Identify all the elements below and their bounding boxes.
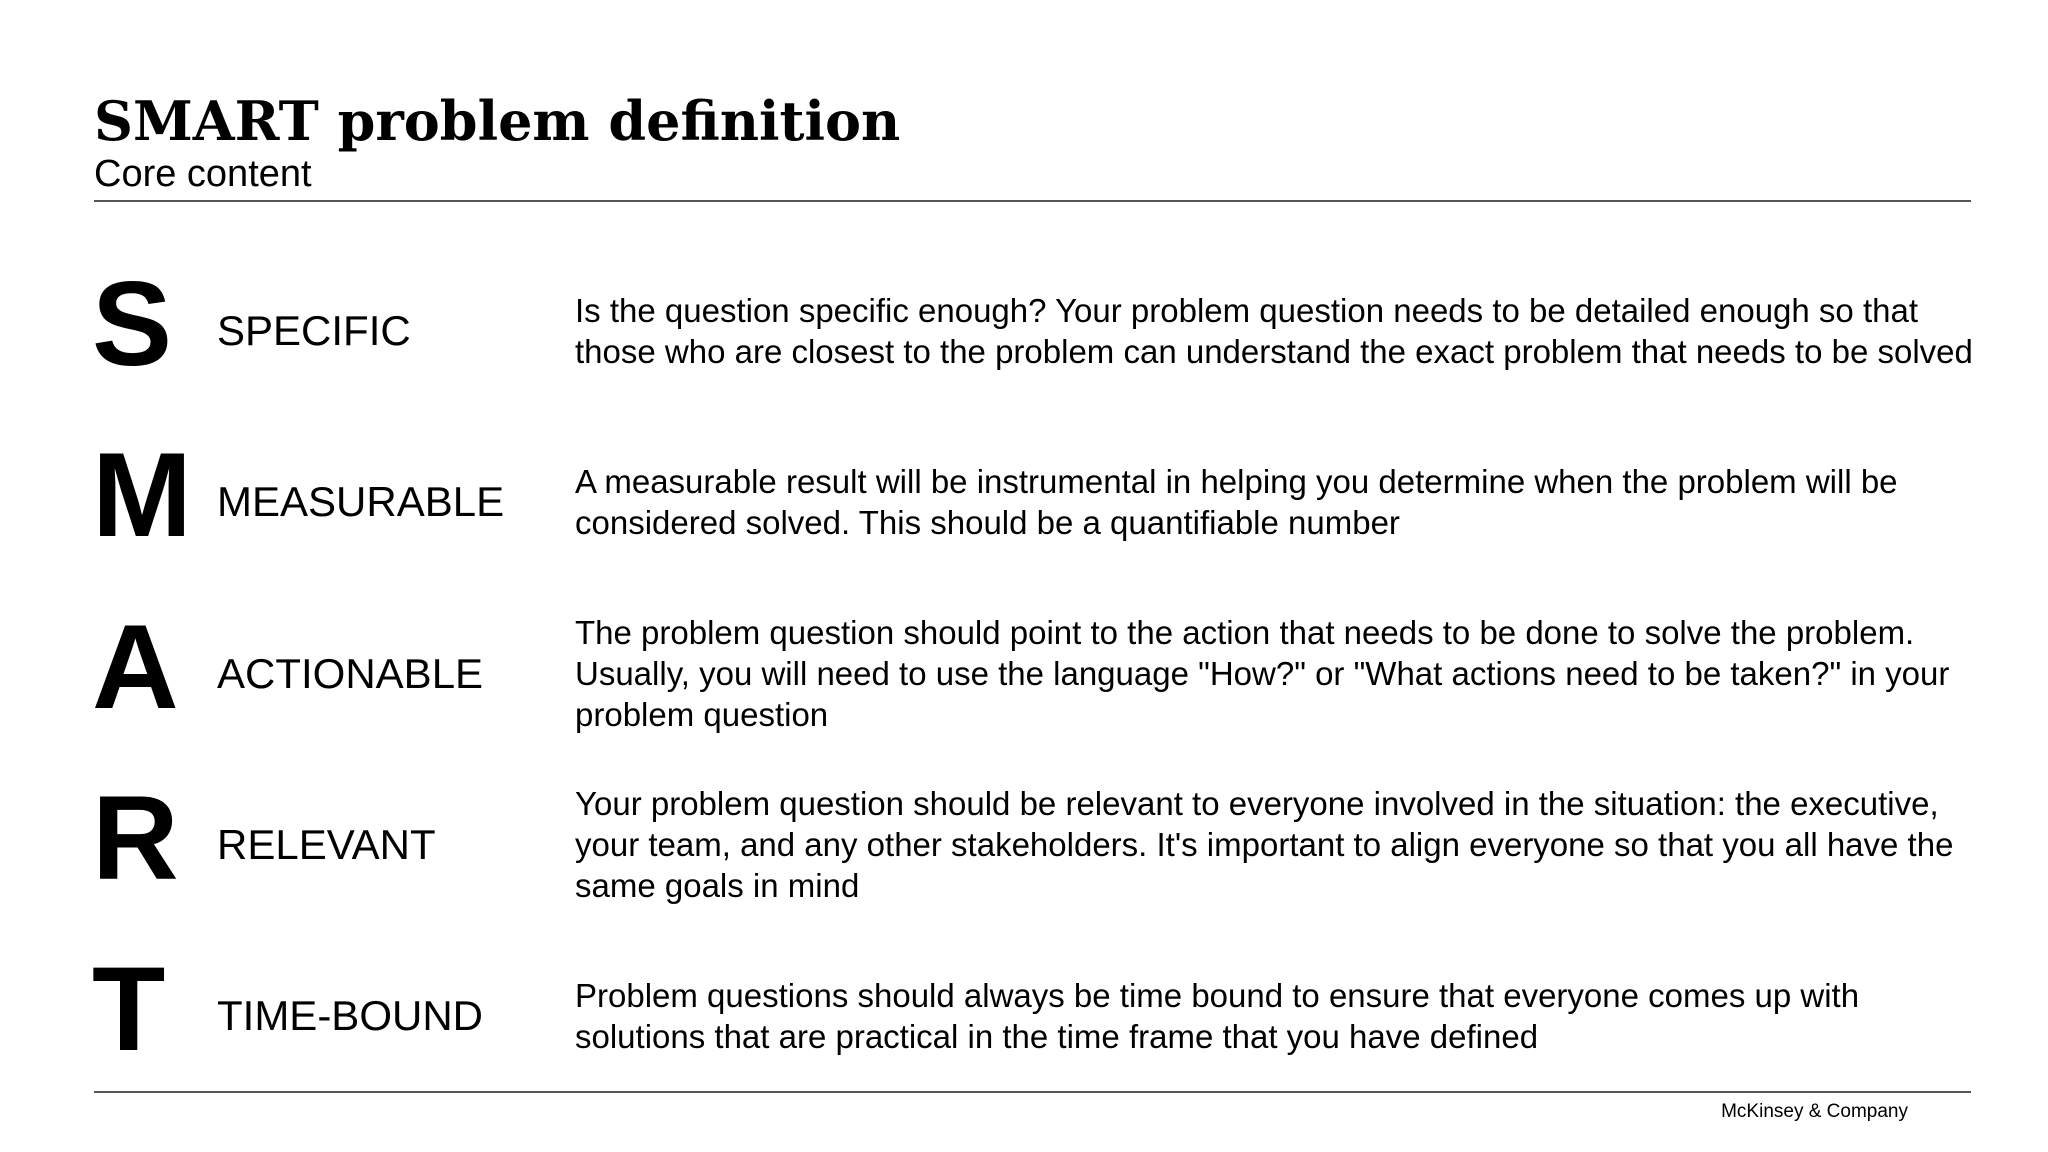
smart-letter: M <box>92 428 192 562</box>
smart-word: ACTIONABLE <box>217 649 484 697</box>
smart-word: MEASURABLE <box>217 477 505 525</box>
smart-letter: S <box>92 257 173 391</box>
page-subtitle: Core content <box>94 153 312 195</box>
footer-source: McKinsey & Company <box>1721 1101 1908 1122</box>
smart-word: RELEVANT <box>217 820 436 868</box>
page-title: SMART problem definition <box>94 89 901 153</box>
smart-description: A measurable result will be instrumental in helping you determine when the problem will be considered solved. This should be a quantifiable number <box>575 462 1898 541</box>
smart-description: The problem question should point to the action that needs to be done to solve the problem. Usually, you will need to use the language "How?" or "What actions need to be taken?" in your problem question <box>575 614 1950 733</box>
smart-description: Problem questions should always be time bound to ensure that everyone comes up with solutions that are practical in the time frame that you have defined <box>575 976 1860 1055</box>
smart-row-relevant <box>0 759 2048 930</box>
smart-description: Is the question specific enough? Your problem question needs to be detailed enough so that those who are closest to the problem can understand the exact problem that needs to be solved <box>575 291 1973 370</box>
smart-word: SPECIFIC <box>217 306 411 354</box>
smart-letter: R <box>92 771 179 905</box>
smart-row-specific <box>0 245 2048 416</box>
smart-row-actionable <box>0 588 2048 759</box>
smart-letter: A <box>92 600 179 734</box>
smart-letter: T <box>92 942 166 1076</box>
smart-row-time-bound <box>0 930 2048 1101</box>
smart-word: TIME-BOUND <box>217 991 483 1039</box>
smart-row-measurable <box>0 416 2048 587</box>
smart-description: Your problem question should be relevant to everyone involved in the situation: the executive, your team, and any other stakeholders. It's important to align everyone so that you all have the same goals in mind <box>575 785 1954 904</box>
footer-divider <box>94 1091 1971 1093</box>
